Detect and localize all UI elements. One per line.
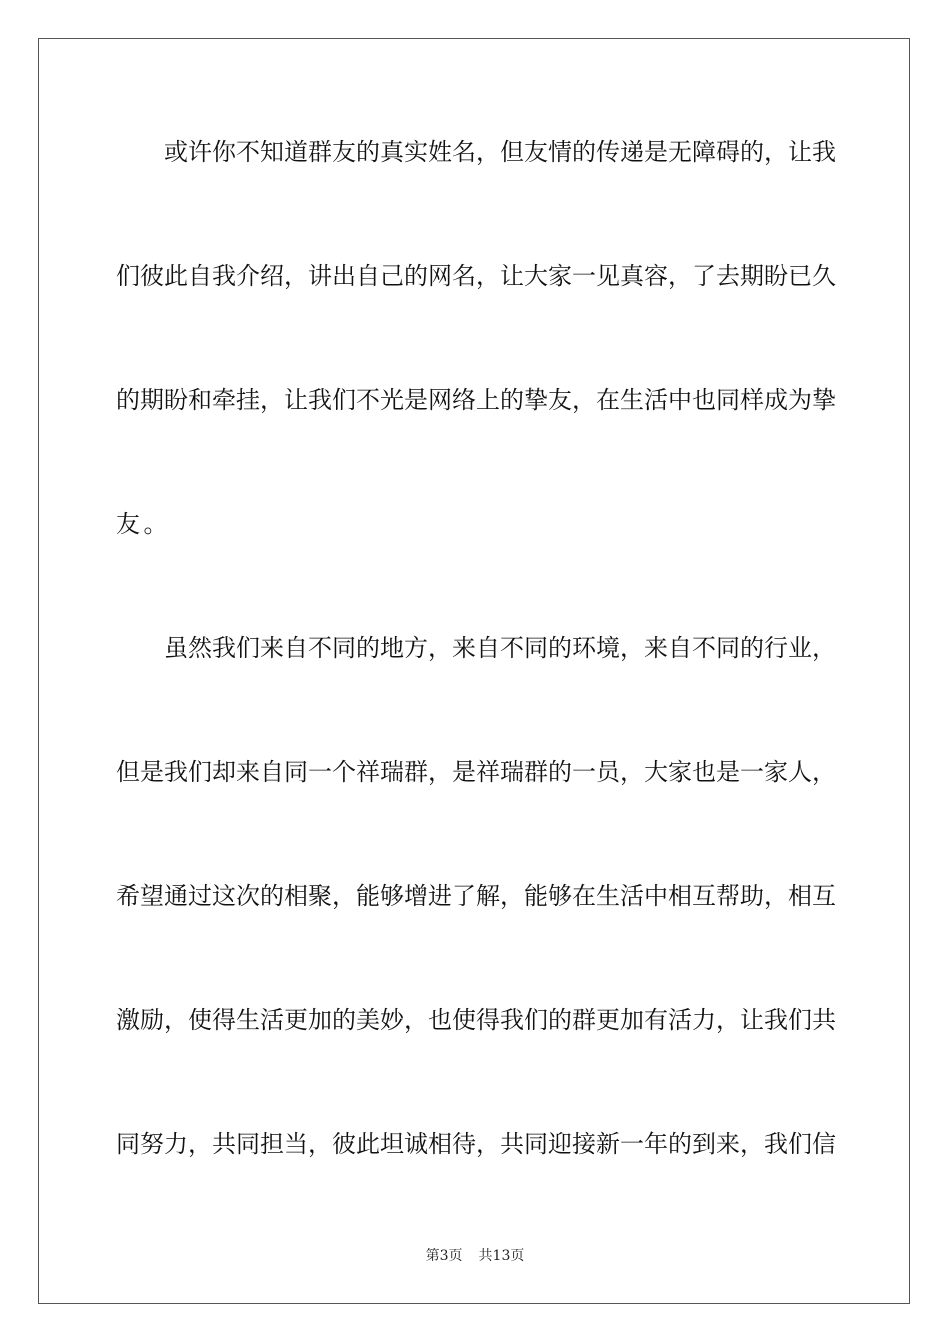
paragraph-1-line-1: 或许你不知道群友的真实姓名，但友情的传递是无障碍的，让我 (164, 138, 836, 166)
paragraph-2-line-4: 激励，使得生活更加的美妙，也使得我们的群更加有活力，让我们共 (116, 1006, 836, 1034)
paragraph-2-line-5: 同努力，共同担当，彼此坦诚相待，共同迎接新一年的到来，我们信 (116, 1130, 836, 1158)
paragraph-1-line-2: 们彼此自我介绍，讲出自己的网名，让大家一见真容，了去期盼已久 (116, 262, 836, 290)
paragraph-1-line-3: 的期盼和牵挂，让我们不光是网络上的挚友，在生活中也同样成为挚 (116, 386, 836, 414)
total-pages: 共13页 (478, 1248, 525, 1264)
paragraph-2-line-3: 希望通过这次的相聚，能够增进了解，能够在生活中相互帮助，相互 (116, 882, 836, 910)
page-number: 第3页 (425, 1248, 463, 1264)
page-footer (0, 1246, 950, 1266)
paragraph-2-line-2: 但是我们却来自同一个祥瑞群，是祥瑞群的一员，大家也是一家人， (116, 758, 836, 786)
paragraph-2-line-1: 虽然我们来自不同的地方，来自不同的环境，来自不同的行业， (164, 634, 836, 662)
page-border (38, 38, 910, 1304)
paragraph-1-line-4: 友。 (116, 510, 171, 538)
